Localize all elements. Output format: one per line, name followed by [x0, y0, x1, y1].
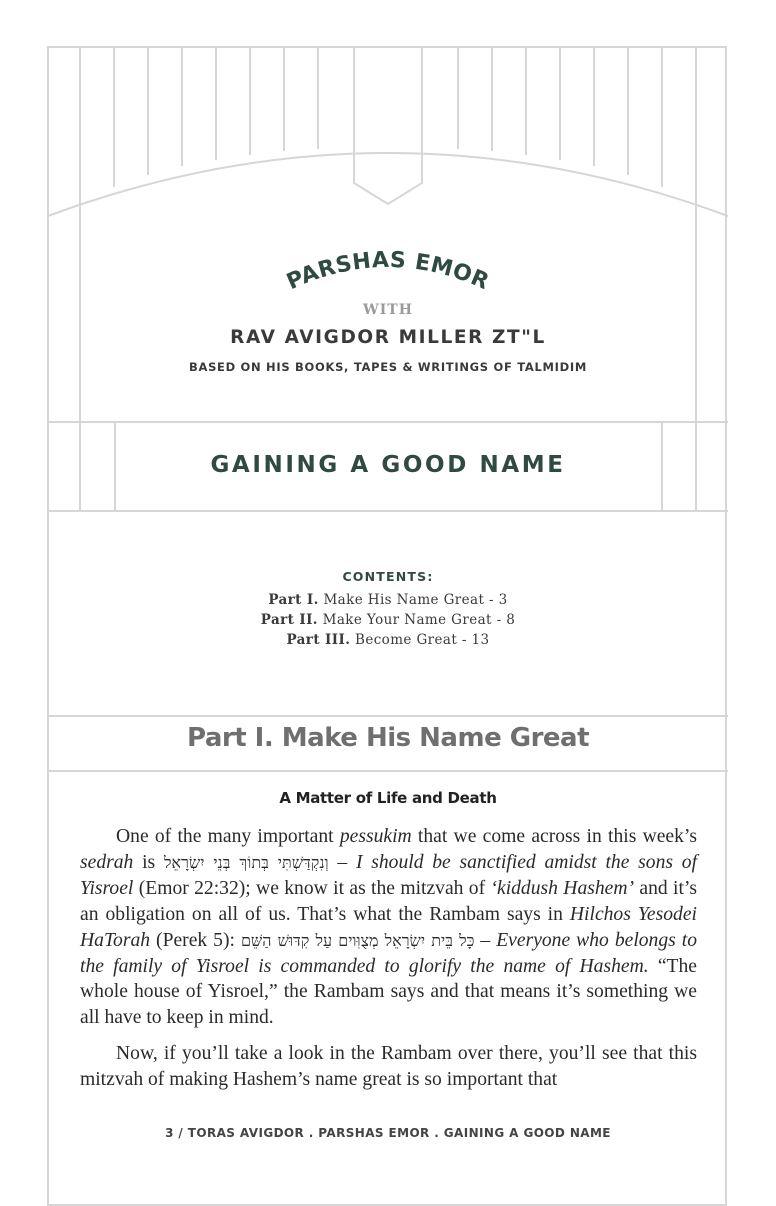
text-run: that we come across in this week’s [411, 826, 697, 847]
toc-title: Become Great - 13 [355, 632, 490, 648]
toc-title: Make Your Name Great - 8 [322, 612, 516, 628]
section-heading: Part I. Make His Name Great [186, 723, 590, 753]
body-text [80, 824, 697, 1103]
with-label: WITH [363, 302, 413, 318]
hebrew-verse: וְנִקְדַּשְׁתִּי בְּתוֹךְ בְּנֵי יִשְׂרָאֵל [163, 852, 329, 872]
main-title: GAINING A GOOD NAME [210, 452, 566, 478]
text-run: is [133, 851, 164, 873]
toc-part: Part I. [268, 592, 319, 608]
source-note: BASED ON HIS BOOKS, TAPES & WRITINGS OF TALMIDIM [189, 360, 587, 374]
toc-part: Part II. [260, 612, 318, 628]
toc-item-3[interactable] [0, 632, 776, 648]
italic-run: Everyone who belongs to the family of Yisroel is commanded to glorify the name of Hashem. [80, 929, 698, 977]
author-name: RAV AVIGDOR MILLER ZT"L [230, 327, 546, 348]
text-run: – [474, 929, 497, 951]
toc-item-1[interactable] [0, 592, 776, 608]
toc-part: Part III. [286, 632, 351, 648]
toc-title: Make His Name Great - 3 [323, 592, 508, 608]
page-footer: 3 / TORAS AVIGDOR . PARSHAS EMOR . GAINING A GOOD NAME [165, 1126, 611, 1140]
parsha-title: PARSHAS EMOR [283, 247, 493, 296]
hebrew-quote: כָּל בֵּית יִשְׂרָאֵל מְצֻוִּוים עַל קִדּוּשׁ הַשֵּׁם [240, 930, 475, 950]
text-run: (Perek 5): [150, 929, 241, 951]
text-run: (Emor 22:32); we know it as the mitzvah of [133, 877, 491, 899]
text-run: – [328, 851, 356, 873]
paragraph-2: Now, if you’ll take a look in the Rambam over there, you’ll see that this mitzvah of making Hashem’s name great is so important that [80, 1043, 697, 1091]
italic-run: ‘kiddush Hashem’ [490, 877, 635, 899]
text-run: and it’s an obligation on all of us. That’s what the Rambam says in [80, 877, 697, 925]
section-subheading: A Matter of Life and Death [279, 789, 497, 807]
italic-run: sedrah [80, 851, 134, 873]
paragraph-1 [80, 824, 697, 1031]
italic-run: I should be sanctified amidst the sons of Yisroel [80, 851, 698, 899]
text-run: “The whole house of Yisroel,” the Rambam says and that means it’s something we all have to keep in mind. [80, 955, 697, 1029]
toc-item-2[interactable] [0, 612, 776, 628]
italic-run: Hilchos Yesodei HaTorah [80, 903, 697, 951]
italic-run: pessukim [339, 826, 412, 847]
svg-text:PARSHAS EMOR [283, 248, 493, 295]
parsha-title-arc [238, 228, 538, 308]
contents-label: CONTENTS: [342, 569, 434, 584]
text-run: One of the many important [116, 826, 340, 847]
